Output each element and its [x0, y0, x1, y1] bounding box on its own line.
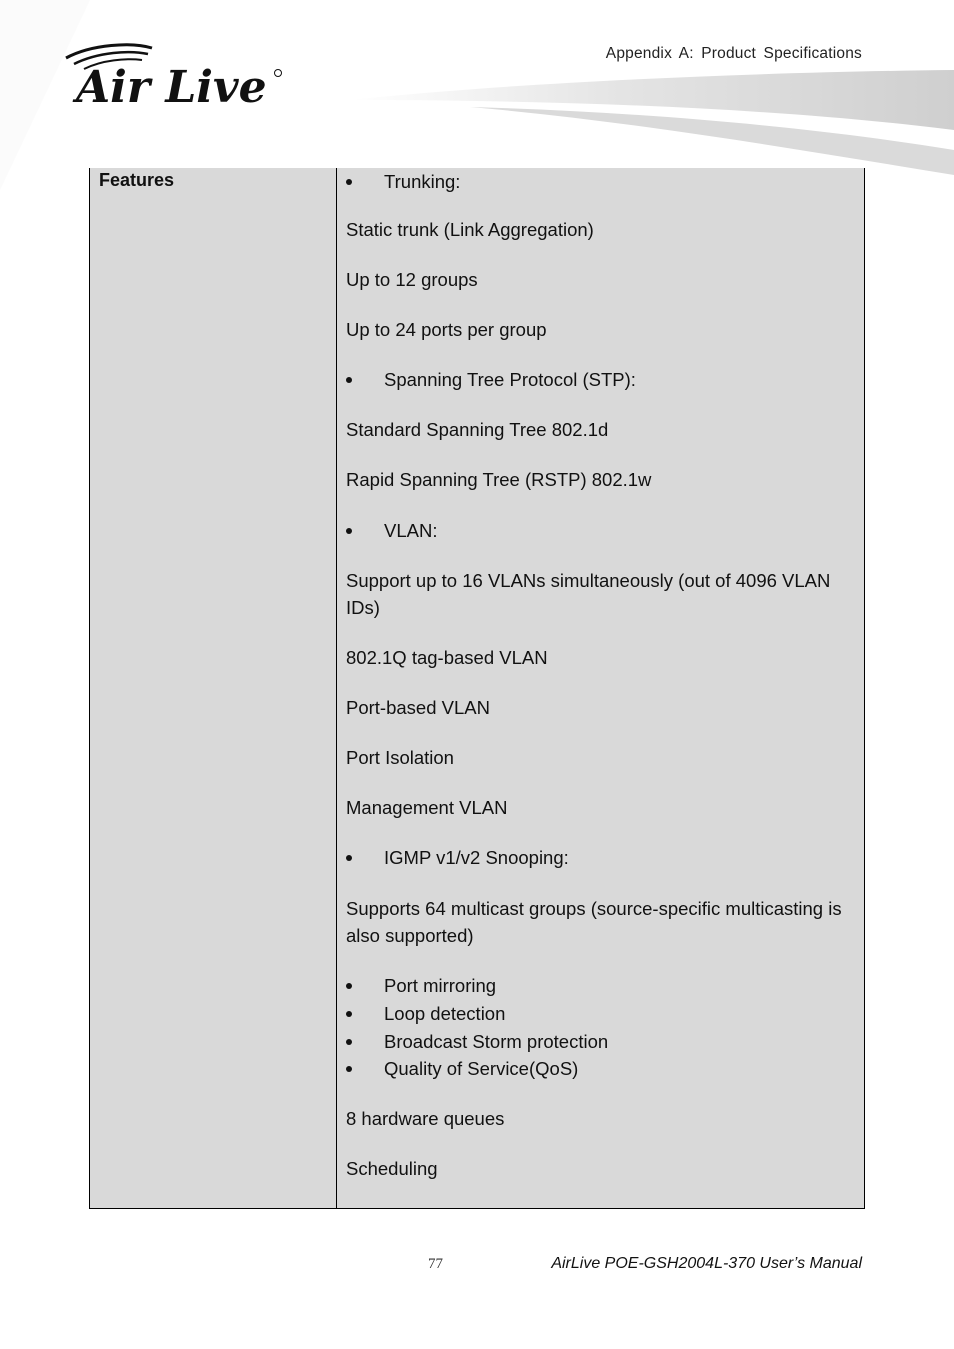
column-divider	[336, 168, 337, 1208]
text-line: Standard Spanning Tree 802.1d	[346, 419, 609, 440]
svg-text:Air Live: Air Live	[76, 62, 267, 110]
page-number: 77	[428, 1256, 443, 1272]
bullet-dot-icon	[346, 1011, 352, 1017]
bullet-dot-icon	[346, 179, 352, 185]
bullet-dot-icon	[346, 377, 352, 383]
airlive-logo	[62, 40, 292, 110]
manual-title: AirLive POE-GSH2004L-370 User’s Manual	[551, 1255, 862, 1272]
text-line: Scheduling	[346, 1158, 438, 1179]
section-header: Appendix A: Product Specifications	[605, 45, 862, 62]
text-line: Rapid Spanning Tree (RSTP) 802.1w	[346, 469, 652, 490]
text-line: Port-based VLAN	[346, 697, 490, 718]
text-line: Supports 64 multicast groups (source-specific multicasting is also supported)	[346, 898, 842, 946]
text-line: Support up to 16 VLANs simultaneously (out of 4096 VLAN IDs)	[346, 570, 831, 618]
text-line: Port Isolation	[346, 747, 454, 768]
bullet-dot-icon	[346, 1039, 352, 1045]
text-line: Management VLAN	[346, 797, 508, 818]
bullet-dot-icon	[346, 983, 352, 989]
bullet-dot-icon	[346, 528, 352, 534]
bullet-dot-icon	[346, 1066, 352, 1072]
text-line: 802.1Q tag-based VLAN	[346, 647, 548, 668]
text-line: Static trunk (Link Aggregation)	[346, 219, 594, 240]
spec-table: Features Trunking: Static trunk (Link Aggregation) Up to 12 groups Up to 24 ports per group Spanning Tree Protocol (STP): Standard Spanning Tree 802.1d Rapid Spanning Tree (RSTP) 802.1w VLAN: Support up to 16 VLANs simultaneously (out of 4096 VLAN IDs) 802.1Q tag-based VLAN Port-based VLAN Port Isolation Management VLAN IGMP v1/v2 Snooping: Supports 64 multicast groups (source-specific multicasting is also supported) Port mirroring Loop detection Broadcast Storm protection Quality of Service(QoS) 8 hardware queues Scheduling	[89, 168, 865, 1209]
bullet-dot-icon	[346, 855, 352, 861]
text-line: Up to 12 groups	[346, 269, 478, 290]
text-line: 8 hardware queues	[346, 1108, 505, 1129]
row-label: Features	[99, 170, 175, 190]
text-line: Up to 24 ports per group	[346, 319, 547, 340]
